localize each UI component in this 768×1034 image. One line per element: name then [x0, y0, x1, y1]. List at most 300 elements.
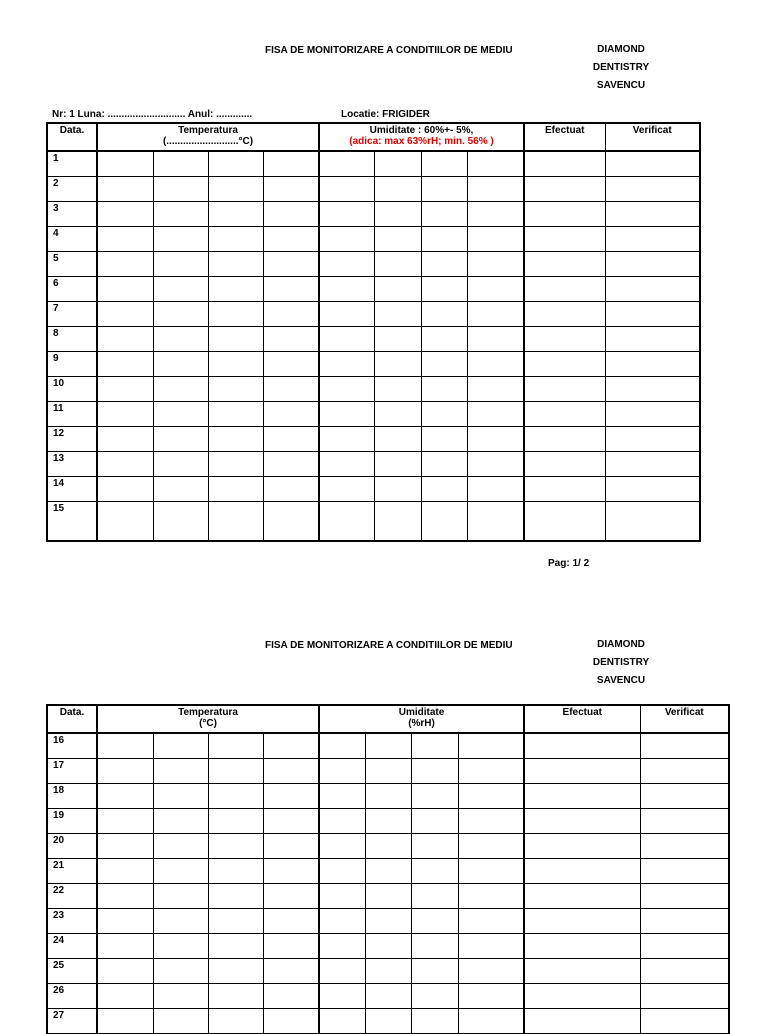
- page1-number-month-year: Nr: 1 Luna: ............................ Anul: .............: [52, 109, 253, 120]
- entry-cell: [263, 226, 319, 251]
- entry-cell: [411, 833, 458, 858]
- header-humidity: Umiditate (%rH): [319, 705, 524, 733]
- entry-cell: [640, 783, 729, 808]
- entry-cell: [411, 758, 458, 783]
- table-row: [47, 1008, 729, 1033]
- entry-cell: [421, 501, 467, 541]
- entry-cell: [263, 958, 319, 983]
- entry-cell: [153, 326, 208, 351]
- entry-cell: [458, 958, 524, 983]
- table-row: [47, 426, 700, 451]
- entry-cell: [421, 201, 467, 226]
- entry-cell: [605, 326, 700, 351]
- table-row: [47, 326, 700, 351]
- entry-cell: [421, 351, 467, 376]
- entry-cell: [97, 326, 153, 351]
- entry-cell: [605, 451, 700, 476]
- entry-cell: [263, 833, 319, 858]
- company-line: SAVENCU: [596, 80, 646, 91]
- entry-cell: [208, 501, 263, 541]
- entry-cell: [421, 426, 467, 451]
- entry-cell: [153, 858, 208, 883]
- entry-cell: [640, 883, 729, 908]
- entry-cell: [97, 783, 153, 808]
- day-number: 17: [47, 758, 97, 783]
- table-row: [47, 351, 700, 376]
- entry-cell: [605, 476, 700, 501]
- entry-cell: [319, 326, 374, 351]
- entry-cell: [524, 426, 605, 451]
- entry-cell: [208, 351, 263, 376]
- entry-cell: [97, 758, 153, 783]
- entry-cell: [319, 226, 374, 251]
- entry-cell: [467, 276, 524, 301]
- entry-cell: [524, 476, 605, 501]
- company-line: DENTISTRY: [592, 657, 650, 668]
- company-line: DENTISTRY: [592, 62, 650, 73]
- entry-cell: [153, 226, 208, 251]
- entry-cell: [208, 808, 263, 833]
- entry-cell: [605, 151, 700, 176]
- entry-cell: [421, 451, 467, 476]
- day-number: 15: [47, 501, 97, 541]
- entry-cell: [263, 908, 319, 933]
- entry-cell: [97, 451, 153, 476]
- entry-cell: [97, 983, 153, 1008]
- entry-cell: [97, 476, 153, 501]
- entry-cell: [605, 426, 700, 451]
- header-efectuat: Efectuat: [524, 705, 640, 733]
- entry-cell: [458, 758, 524, 783]
- entry-cell: [605, 301, 700, 326]
- day-number: 26: [47, 983, 97, 1008]
- entry-cell: [153, 883, 208, 908]
- entry-cell: [524, 783, 640, 808]
- entry-cell: [524, 451, 605, 476]
- header-data: Data.: [47, 123, 97, 151]
- entry-cell: [467, 376, 524, 401]
- entry-cell: [319, 858, 365, 883]
- day-number: 10: [47, 376, 97, 401]
- entry-cell: [319, 151, 374, 176]
- table-row: [47, 151, 700, 176]
- day-number: 21: [47, 858, 97, 883]
- entry-cell: [458, 783, 524, 808]
- table-row: [47, 733, 729, 758]
- entry-cell: [319, 426, 374, 451]
- entry-cell: [319, 733, 365, 758]
- table-row: [47, 376, 700, 401]
- entry-cell: [524, 908, 640, 933]
- entry-cell: [153, 808, 208, 833]
- entry-cell: [97, 226, 153, 251]
- entry-cell: [208, 276, 263, 301]
- entry-cell: [365, 858, 411, 883]
- entry-cell: [153, 733, 208, 758]
- table-row: [47, 858, 729, 883]
- entry-cell: [263, 176, 319, 201]
- entry-cell: [524, 1008, 640, 1033]
- entry-cell: [374, 401, 421, 426]
- entry-cell: [467, 176, 524, 201]
- company-line: DIAMOND: [597, 639, 645, 650]
- entry-cell: [153, 151, 208, 176]
- entry-cell: [263, 201, 319, 226]
- entry-cell: [467, 401, 524, 426]
- entry-cell: [153, 451, 208, 476]
- entry-cell: [263, 301, 319, 326]
- day-number: 18: [47, 783, 97, 808]
- day-number: 25: [47, 958, 97, 983]
- entry-cell: [421, 251, 467, 276]
- entry-cell: [319, 908, 365, 933]
- entry-cell: [374, 351, 421, 376]
- entry-cell: [524, 301, 605, 326]
- day-number: 12: [47, 426, 97, 451]
- entry-cell: [605, 276, 700, 301]
- entry-cell: [208, 301, 263, 326]
- entry-cell: [97, 933, 153, 958]
- table-row: [47, 501, 700, 541]
- entry-cell: [365, 733, 411, 758]
- entry-cell: [208, 733, 263, 758]
- table-row: [47, 933, 729, 958]
- day-number: 22: [47, 883, 97, 908]
- entry-cell: [467, 326, 524, 351]
- entry-cell: [208, 151, 263, 176]
- entry-cell: [524, 933, 640, 958]
- entry-cell: [319, 376, 374, 401]
- entry-cell: [153, 476, 208, 501]
- entry-cell: [524, 376, 605, 401]
- entry-cell: [97, 733, 153, 758]
- entry-cell: [374, 276, 421, 301]
- entry-cell: [319, 451, 374, 476]
- day-number: 6: [47, 276, 97, 301]
- entry-cell: [524, 883, 640, 908]
- entry-cell: [208, 326, 263, 351]
- entry-cell: [458, 883, 524, 908]
- entry-cell: [467, 476, 524, 501]
- table-row: [47, 808, 729, 833]
- day-number: 3: [47, 201, 97, 226]
- table-row: [47, 401, 700, 426]
- table-row: [47, 833, 729, 858]
- entry-cell: [411, 883, 458, 908]
- entry-cell: [153, 301, 208, 326]
- entry-cell: [97, 883, 153, 908]
- entry-cell: [319, 958, 365, 983]
- entry-cell: [524, 733, 640, 758]
- entry-cell: [458, 933, 524, 958]
- entry-cell: [208, 376, 263, 401]
- entry-cell: [524, 226, 605, 251]
- entry-cell: [97, 276, 153, 301]
- day-number: 14: [47, 476, 97, 501]
- table-header-row: [47, 123, 700, 151]
- entry-cell: [421, 176, 467, 201]
- entry-cell: [263, 883, 319, 908]
- page2-monitoring-table: [46, 704, 730, 1034]
- entry-cell: [153, 351, 208, 376]
- entry-cell: [605, 501, 700, 541]
- entry-cell: [365, 783, 411, 808]
- entry-cell: [421, 326, 467, 351]
- entry-cell: [97, 501, 153, 541]
- day-number: 8: [47, 326, 97, 351]
- entry-cell: [458, 1008, 524, 1033]
- entry-cell: [605, 351, 700, 376]
- entry-cell: [208, 201, 263, 226]
- day-number: 20: [47, 833, 97, 858]
- day-number: 2: [47, 176, 97, 201]
- entry-cell: [411, 808, 458, 833]
- entry-cell: [208, 251, 263, 276]
- entry-cell: [263, 476, 319, 501]
- entry-cell: [640, 858, 729, 883]
- header-temperature: Temperatura (°C): [97, 705, 319, 733]
- page1-location: Locatie: FRIGIDER: [341, 109, 430, 120]
- entry-cell: [374, 151, 421, 176]
- entry-cell: [524, 858, 640, 883]
- entry-cell: [365, 908, 411, 933]
- header-data: Data.: [47, 705, 97, 733]
- entry-cell: [319, 201, 374, 226]
- entry-cell: [97, 401, 153, 426]
- entry-cell: [97, 908, 153, 933]
- entry-cell: [640, 733, 729, 758]
- header-verificat: Verificat: [640, 705, 729, 733]
- entry-cell: [153, 783, 208, 808]
- entry-cell: [524, 401, 605, 426]
- entry-cell: [208, 758, 263, 783]
- page2-title: FISA DE MONITORIZARE A CONDITIILOR DE MEDIU: [265, 640, 513, 651]
- header-verificat: Verificat: [605, 123, 700, 151]
- entry-cell: [605, 226, 700, 251]
- table-row: [47, 251, 700, 276]
- entry-cell: [153, 958, 208, 983]
- table-row: [47, 176, 700, 201]
- entry-cell: [97, 351, 153, 376]
- entry-cell: [208, 176, 263, 201]
- entry-cell: [208, 958, 263, 983]
- day-number: 11: [47, 401, 97, 426]
- entry-cell: [640, 958, 729, 983]
- entry-cell: [319, 351, 374, 376]
- entry-cell: [640, 908, 729, 933]
- table-row: [47, 301, 700, 326]
- entry-cell: [208, 426, 263, 451]
- entry-cell: [411, 783, 458, 808]
- entry-cell: [208, 476, 263, 501]
- entry-cell: [263, 933, 319, 958]
- entry-cell: [263, 326, 319, 351]
- entry-cell: [524, 983, 640, 1008]
- entry-cell: [467, 226, 524, 251]
- entry-cell: [365, 808, 411, 833]
- entry-cell: [263, 858, 319, 883]
- entry-cell: [263, 1008, 319, 1033]
- entry-cell: [421, 301, 467, 326]
- entry-cell: [605, 251, 700, 276]
- entry-cell: [524, 326, 605, 351]
- entry-cell: [365, 958, 411, 983]
- day-number: 24: [47, 933, 97, 958]
- table-row: [47, 476, 700, 501]
- entry-cell: [319, 401, 374, 426]
- entry-cell: [97, 376, 153, 401]
- entry-cell: [374, 251, 421, 276]
- entry-cell: [263, 733, 319, 758]
- entry-cell: [153, 201, 208, 226]
- entry-cell: [374, 501, 421, 541]
- entry-cell: [605, 376, 700, 401]
- entry-cell: [374, 451, 421, 476]
- entry-cell: [97, 833, 153, 858]
- entry-cell: [524, 251, 605, 276]
- entry-cell: [411, 1008, 458, 1033]
- header-humidity: Umiditate : 60%+- 5%, (adica: max 63%rH; min. 56% ): [319, 123, 524, 151]
- entry-cell: [208, 1008, 263, 1033]
- entry-cell: [365, 983, 411, 1008]
- table-header-row: [47, 705, 729, 733]
- day-number: 16: [47, 733, 97, 758]
- day-number: 23: [47, 908, 97, 933]
- entry-cell: [411, 983, 458, 1008]
- entry-cell: [208, 933, 263, 958]
- entry-cell: [524, 351, 605, 376]
- entry-cell: [411, 733, 458, 758]
- entry-cell: [365, 883, 411, 908]
- entry-cell: [605, 201, 700, 226]
- entry-cell: [97, 251, 153, 276]
- page1-company-block: [580, 41, 662, 95]
- entry-cell: [524, 958, 640, 983]
- entry-cell: [605, 401, 700, 426]
- entry-cell: [411, 908, 458, 933]
- entry-cell: [263, 451, 319, 476]
- entry-cell: [153, 758, 208, 783]
- entry-cell: [524, 276, 605, 301]
- table-row: [47, 758, 729, 783]
- entry-cell: [524, 501, 605, 541]
- entry-cell: [263, 401, 319, 426]
- entry-cell: [263, 376, 319, 401]
- entry-cell: [365, 758, 411, 783]
- entry-cell: [421, 151, 467, 176]
- entry-cell: [319, 808, 365, 833]
- entry-cell: [365, 833, 411, 858]
- entry-cell: [374, 326, 421, 351]
- entry-cell: [319, 251, 374, 276]
- entry-cell: [97, 1008, 153, 1033]
- entry-cell: [153, 401, 208, 426]
- entry-cell: [467, 251, 524, 276]
- table-row: [47, 276, 700, 301]
- entry-cell: [263, 808, 319, 833]
- entry-cell: [458, 733, 524, 758]
- entry-cell: [153, 908, 208, 933]
- entry-cell: [97, 426, 153, 451]
- day-number: 19: [47, 808, 97, 833]
- entry-cell: [524, 201, 605, 226]
- entry-cell: [319, 276, 374, 301]
- entry-cell: [208, 858, 263, 883]
- entry-cell: [640, 808, 729, 833]
- entry-cell: [365, 933, 411, 958]
- entry-cell: [411, 958, 458, 983]
- entry-cell: [524, 808, 640, 833]
- entry-cell: [208, 983, 263, 1008]
- entry-cell: [374, 426, 421, 451]
- entry-cell: [97, 301, 153, 326]
- entry-cell: [263, 758, 319, 783]
- entry-cell: [153, 276, 208, 301]
- entry-cell: [319, 501, 374, 541]
- entry-cell: [263, 151, 319, 176]
- entry-cell: [319, 833, 365, 858]
- entry-cell: [458, 983, 524, 1008]
- header-temperature: Temperatura (..........................°C): [97, 123, 319, 151]
- entry-cell: [458, 908, 524, 933]
- entry-cell: [421, 376, 467, 401]
- entry-cell: [263, 501, 319, 541]
- entry-cell: [153, 1008, 208, 1033]
- header-efectuat: Efectuat: [524, 123, 605, 151]
- page2-company-block: [580, 636, 662, 690]
- entry-cell: [467, 201, 524, 226]
- table-row: [47, 908, 729, 933]
- entry-cell: [467, 501, 524, 541]
- entry-cell: [208, 908, 263, 933]
- entry-cell: [524, 833, 640, 858]
- table-row: [47, 883, 729, 908]
- entry-cell: [640, 833, 729, 858]
- entry-cell: [319, 301, 374, 326]
- entry-cell: [524, 176, 605, 201]
- entry-cell: [411, 858, 458, 883]
- entry-cell: [524, 758, 640, 783]
- entry-cell: [319, 176, 374, 201]
- entry-cell: [263, 783, 319, 808]
- entry-cell: [319, 476, 374, 501]
- entry-cell: [97, 201, 153, 226]
- entry-cell: [153, 833, 208, 858]
- entry-cell: [263, 426, 319, 451]
- day-number: 13: [47, 451, 97, 476]
- entry-cell: [208, 401, 263, 426]
- entry-cell: [640, 983, 729, 1008]
- entry-cell: [97, 858, 153, 883]
- day-number: 5: [47, 251, 97, 276]
- day-number: 4: [47, 226, 97, 251]
- day-number: 1: [47, 151, 97, 176]
- entry-cell: [97, 151, 153, 176]
- entry-cell: [153, 376, 208, 401]
- table-row: [47, 226, 700, 251]
- entry-cell: [263, 351, 319, 376]
- day-number: 7: [47, 301, 97, 326]
- entry-cell: [208, 833, 263, 858]
- entry-cell: [640, 758, 729, 783]
- entry-cell: [467, 151, 524, 176]
- entry-cell: [263, 251, 319, 276]
- entry-cell: [208, 226, 263, 251]
- entry-cell: [467, 351, 524, 376]
- entry-cell: [374, 301, 421, 326]
- entry-cell: [153, 426, 208, 451]
- entry-cell: [319, 933, 365, 958]
